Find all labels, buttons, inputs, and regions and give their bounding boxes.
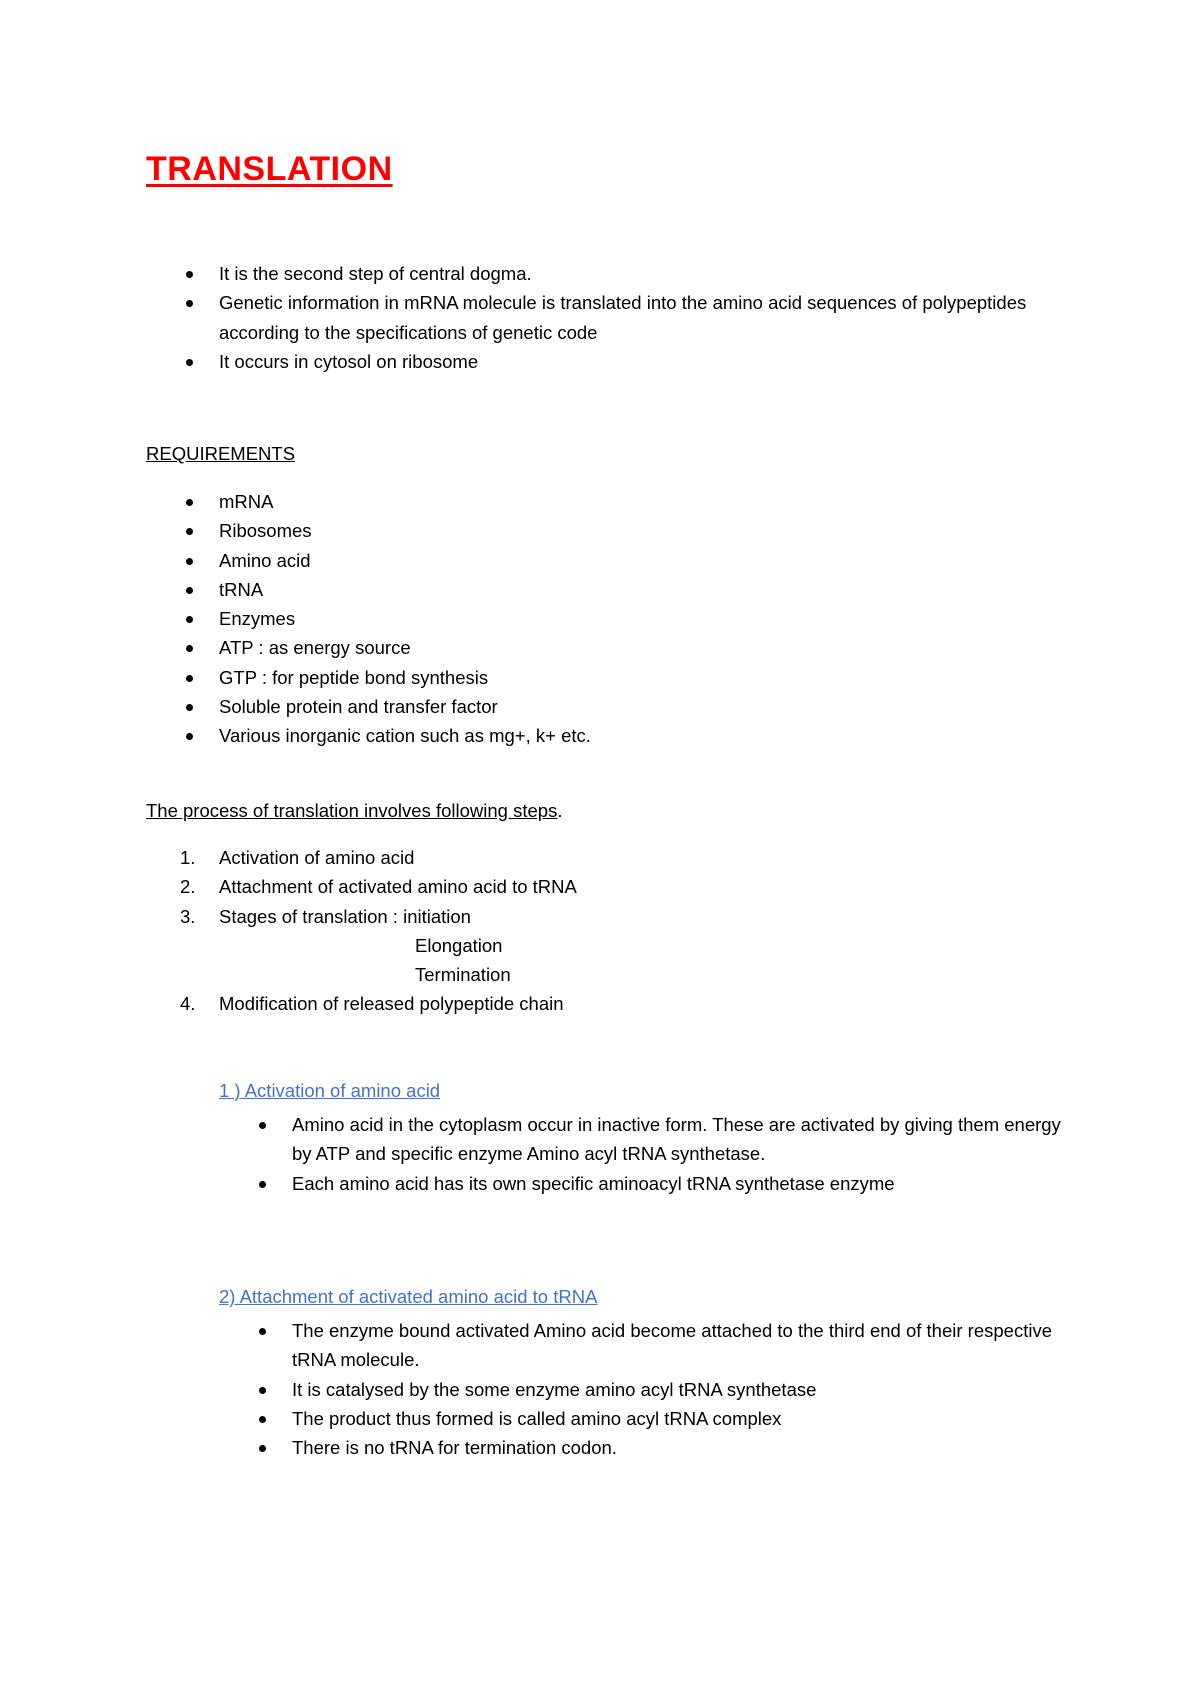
step-text: Activation of amino acid [219,847,415,868]
step-number: 4. [180,993,196,1015]
list-item [219,633,1049,662]
list-item [219,546,1049,575]
bullet-icon [186,645,193,652]
bullet-icon [186,587,193,594]
list-item-text: ATP : as energy source [219,637,411,659]
process-heading-suffix: . [557,800,563,821]
bullet-icon [259,1328,266,1335]
list-item [180,872,1049,901]
page-title: TRANSLATION [146,150,393,188]
list-item-text: There is no tRNA for termination codon. [292,1437,617,1459]
list-item-text: It occurs in cytosol on ribosome [219,350,479,372]
list-item-text: Amino acid in the cytoplasm occur in inactive form. These are activated by giving them energy by ATP and specific enzyme Amino acyl tRNA synthetase. [292,1114,1061,1165]
bullet-icon [186,300,193,307]
bullet-icon [186,271,193,278]
intro-bullet-list [219,259,1049,376]
step-text: Stages of translation : initiation [219,905,471,927]
step-text: Attachment of activated amino acid to tRNA [219,876,577,898]
section1-bullet-list [292,1110,1062,1198]
list-item-text: Various inorganic cation such as mg+, k+ etc. [219,725,591,747]
list-item [292,1110,1062,1169]
list-item [219,604,1049,633]
list-item [292,1375,1062,1404]
bullet-icon [186,359,193,366]
list-item-text: Amino acid [219,549,311,571]
list-item [219,259,1049,288]
list-item [292,1169,1062,1198]
stage-termination: Termination [415,964,511,986]
list-item-text: Enzymes [219,608,296,630]
bullet-icon [186,558,193,565]
bullet-icon [259,1387,266,1394]
bullet-icon [186,528,193,535]
section1-heading: 1 ) Activation of amino acid [219,1080,441,1101]
list-item [292,1404,1062,1433]
step-number: 2. [180,876,196,898]
requirements-heading: REQUIREMENTS [146,443,296,464]
list-item-text: Ribosomes [219,520,312,542]
list-item-text: The enzyme bound activated Amino acid become attached to the third end of their respective tRNA molecule. [292,1320,1052,1371]
process-heading: The process of translation involves following steps [146,800,558,821]
list-item [219,288,1049,347]
list-item-text: Soluble protein and transfer factor [219,696,498,718]
list-item [219,663,1049,692]
bullet-icon [259,1416,266,1423]
bullet-icon [259,1445,266,1452]
list-item-text: GTP : for peptide bond synthesis [219,666,489,688]
bullet-icon [186,733,193,740]
section2-heading: 2) Attachment of activated amino acid to tRNA [219,1286,598,1307]
list-item-text: It is the second step of central dogma. [219,263,532,284]
bullet-icon [186,499,193,506]
list-item [292,1316,1062,1375]
list-item [219,487,1049,516]
list-item-text: The product thus formed is called amino acyl tRNA complex [292,1407,782,1429]
requirements-list [219,487,1049,751]
list-item-text: tRNA [219,578,264,600]
list-item-text: It is catalysed by the some enzyme amino acyl tRNA synthetase [292,1378,817,1400]
stage-elongation: Elongation [415,934,503,956]
list-item-text: mRNA [219,491,274,512]
list-item [219,721,1049,750]
list-item [219,516,1049,545]
process-heading-line [146,800,562,822]
list-item [219,347,1049,376]
list-item [180,902,1049,990]
list-item [219,575,1049,604]
bullet-icon [186,704,193,711]
list-item-text: Each amino acid has its own specific aminoacyl tRNA synthetase enzyme [292,1172,895,1194]
section2-bullet-list [292,1316,1062,1462]
step-text: Modification of released polypeptide chain [219,993,564,1015]
process-steps-list [180,843,1049,1019]
list-item [219,692,1049,721]
list-item [180,989,1049,1018]
list-item [292,1433,1062,1462]
step-number: 1. [180,847,196,868]
bullet-icon [186,675,193,682]
list-item [180,843,1049,872]
bullet-icon [259,1181,266,1188]
bullet-icon [186,616,193,623]
step-number: 3. [180,905,196,927]
list-item-text: Genetic information in mRNA molecule is translated into the amino acid sequences of polypeptides according to the specifications of genetic code [219,292,1027,343]
bullet-icon [259,1122,266,1129]
